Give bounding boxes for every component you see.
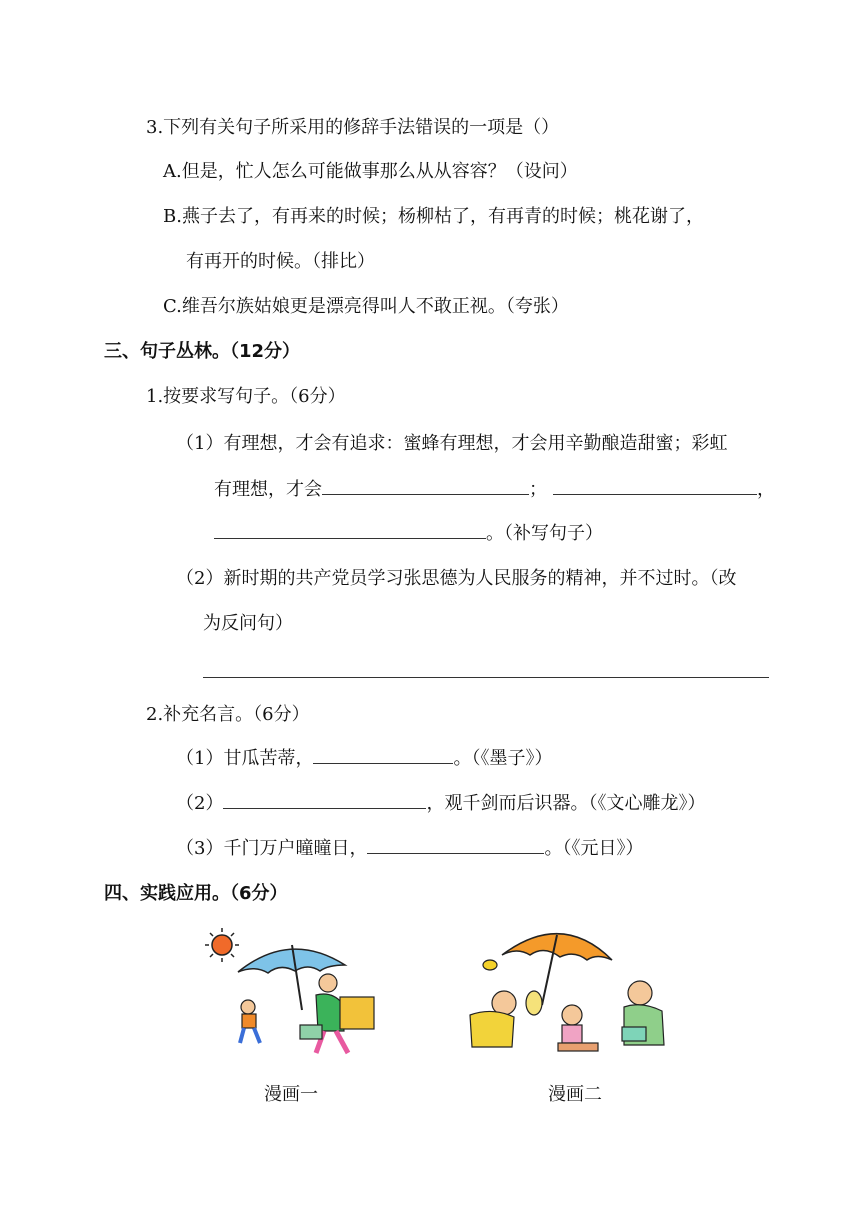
q3-option-b-line1: B.燕子去了，有再来的时候；杨柳枯了，有再青的时候；桃花谢了， [163, 206, 704, 227]
blank-maxim-1[interactable] [313, 747, 453, 764]
item1-line2 [214, 478, 775, 502]
maxim-3 [176, 837, 643, 861]
item1-line3 [214, 522, 603, 546]
item2-line2: 为反问句） [203, 613, 293, 634]
maxim-1 [176, 747, 552, 771]
grandmother-figure [622, 981, 664, 1045]
child-figure [240, 1000, 260, 1043]
maxim-3-prefix: （3）千门万户曈曈日， [176, 838, 368, 859]
cartoon-one-image [200, 925, 400, 1060]
blank-rainbow-2[interactable] [553, 478, 757, 495]
blank-maxim-3[interactable] [367, 837, 544, 854]
section4-heading: 四、实践应用。（6分） [104, 883, 288, 904]
section3-q2-title: 2.补充名言。（6分） [146, 704, 310, 725]
caption-cartoon-one: 漫画一 [264, 1084, 318, 1105]
item2-line1: （2）新时期的共产党员学习张思德为人民服务的精神，并不过时。（改 [176, 568, 737, 589]
maxim-2-suffix: ，观千剑而后识器。（《文心雕龙》） [426, 793, 706, 814]
q3-option-b-line2: 有再开的时候。（排比） [186, 251, 375, 272]
cartoon-two-image [462, 915, 692, 1065]
item1-sep2: ， [757, 479, 775, 500]
blank-rainbow-3[interactable] [214, 522, 486, 539]
umbrella-icon [502, 934, 612, 1005]
maxim-2-prefix: （2） [176, 793, 224, 814]
item1-line3-suffix: 。（补写句子） [486, 523, 603, 544]
maxim-1-suffix: 。（《墨子》） [453, 748, 553, 769]
section3-heading: 三、句子丛林。（12分） [104, 341, 301, 362]
adult-figure [300, 974, 374, 1053]
grandfather-figure [470, 991, 542, 1047]
child-figure [558, 1005, 598, 1051]
maxim-3-suffix: 。（《元日》） [544, 838, 644, 859]
section3-q1-title: 1.按要求写句子。（6分） [146, 386, 346, 407]
item1-line1: （1）有理想，才会有追求：蜜蜂有理想，才会用辛勤酿造甜蜜；彩虹 [176, 433, 728, 454]
item1-line2-prefix: 有理想，才会 [214, 479, 322, 500]
q3-stem: 3.下列有关句子所采用的修辞手法错误的一项是（） [146, 117, 560, 138]
maxim-1-prefix: （1）甘瓜苦蒂， [176, 748, 314, 769]
q3-option-c: C.维吾尔族姑娘更是漂亮得叫人不敢正视。（夸张） [163, 296, 569, 317]
blank-rainbow-1[interactable] [322, 478, 529, 495]
q3-option-a: A.但是，忙人怎么可能做事那么从从容容？（设问） [163, 161, 578, 182]
maxim-2 [176, 792, 705, 816]
item1-sep1: ； [529, 479, 547, 500]
sun-icon [205, 928, 239, 962]
answer-line-rhetorical[interactable] [203, 677, 769, 678]
bee-icon [483, 960, 497, 970]
caption-cartoon-two: 漫画二 [548, 1084, 602, 1105]
blank-maxim-2[interactable] [223, 792, 426, 809]
